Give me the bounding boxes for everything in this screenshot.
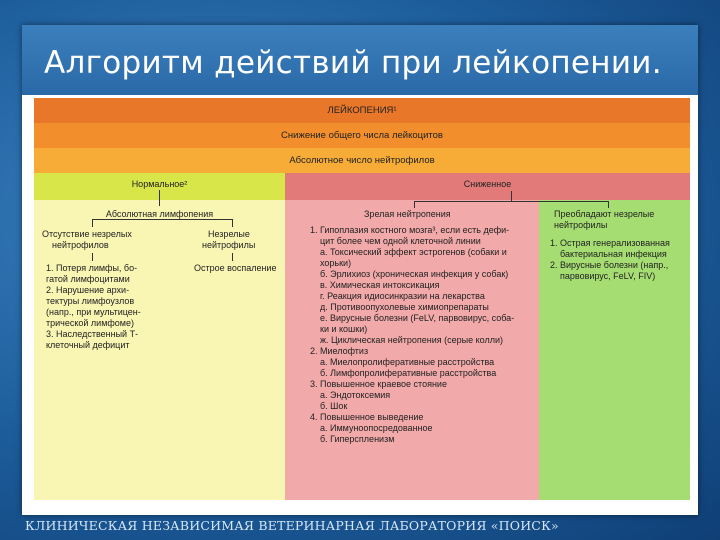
mature-cause: ж. Циклическая нейтропения (серые колли): [320, 335, 503, 345]
connector-line: [159, 190, 160, 206]
immature-cause: 2. Вирусные болезни (напр.,: [550, 260, 669, 270]
immature-predominate-heading-2: нейтрофилы: [554, 220, 608, 230]
mature-cause: а. Миелопролиферативные расстройства: [320, 357, 495, 367]
mature-cause: б. Эрлихиоз (хроническая инфекция у собак): [320, 269, 509, 279]
mature-cause: а. Токсический эффект эстрогенов (собаки и: [320, 247, 507, 257]
lymphopenia-cause: трической лимфоме): [46, 318, 134, 328]
mature-cause: 3. Повышенное краевое стояние: [310, 379, 447, 389]
acute-inflammation: Острое воспаление: [194, 263, 277, 273]
mature-cause: е. Вирусные болезни (FeLV, парвовирус, соба-: [320, 313, 515, 323]
connector-line: [511, 191, 512, 201]
no-immature-heading-2: нейтрофилов: [52, 240, 109, 250]
connector-line: [232, 253, 233, 261]
lymphopenia-cause: клеточный дефицит: [46, 340, 130, 350]
lymphopenia-cause: 3. Наследственный Т-: [46, 329, 139, 339]
mature-cause: 2. Миелофтиз: [310, 346, 369, 356]
immature-cause: 1. Острая генерализованная: [550, 238, 670, 248]
mature-cause: в. Химическая интоксикация: [320, 280, 440, 290]
no-immature-heading-1: Отсутствие незрелых: [42, 229, 132, 239]
connector-line: [414, 201, 608, 202]
leukopenia-row: ЛЕЙКОПЕНИЯ¹: [34, 98, 690, 123]
immature-cause: бактериальная инфекция: [560, 249, 667, 259]
lymphopenia-cause: 2. Нарушение архи-: [46, 285, 130, 295]
mature-cause: 1. Гипоплазия костного мозга³, если есть дефи-: [310, 225, 510, 235]
lymphopenia-cause: гатой лимфоцитами: [46, 274, 130, 284]
neutrophil-count-row: Абсолютное число нейтрофилов: [34, 148, 690, 173]
mature-cause: б. Гиперспленизм: [320, 434, 395, 444]
mature-neutropenia-heading: Зрелая нейтропения: [364, 209, 451, 219]
lymphopenia-heading: Абсолютная лимфопения: [105, 209, 214, 219]
total-leukocytes-row: Снижение общего числа лейкоцитов: [34, 123, 690, 148]
slide-title: Алгоритм действий при лейкопении.: [44, 45, 662, 81]
lymphopenia-cause: тектуры лимфоузлов: [46, 296, 135, 306]
slide: [22, 25, 698, 515]
lab-footer: КЛИНИЧЕСКАЯ НЕЗАВИСИМАЯ ВЕТЕРИНАРНАЯ ЛАБОРАТОРИЯ «ПОИСК»: [25, 518, 559, 533]
mature-cause: б. Шок: [320, 401, 348, 411]
mature-cause: цит более чем одной клеточной линии: [320, 236, 481, 246]
mature-cause: б. Лимфопролиферативные расстройства: [320, 368, 497, 378]
reduced-label: Сниженное: [463, 179, 512, 189]
immature-heading-2: нейтрофилы: [202, 240, 256, 250]
normal-label: Нормальное²: [131, 179, 188, 189]
connector-line: [414, 201, 415, 208]
mature-cause: д. Противоопухолевые химиопрепараты: [320, 302, 489, 312]
immature-heading-1: Незрелые: [208, 229, 250, 239]
mature-cause: а. Иммуноопосредованное: [320, 423, 433, 433]
connector-line: [92, 253, 93, 261]
connector-line: [608, 201, 609, 208]
mature-cause: г. Реакция идиосинкразии на лекарства: [320, 291, 485, 301]
connector-line: [232, 219, 233, 227]
connector-line: [92, 219, 93, 227]
mature-cause: 4. Повышенное выведение: [310, 412, 424, 422]
title-bar: [22, 25, 698, 95]
lymphopenia-cause: (напр., при мультицен-: [46, 307, 141, 317]
immature-predominate-heading-1: Преобладают незрелые: [554, 209, 655, 219]
immature-cause: парвовирус, FeLV, FIV): [560, 271, 656, 281]
mature-cause: хорьки): [320, 258, 352, 268]
mature-cause: ки и кошки): [320, 324, 368, 334]
lymphopenia-cause: 1. Потеря лимфы, бо-: [46, 263, 138, 273]
mature-cause: а. Эндотоксемия: [320, 390, 391, 400]
leukopenia-flowchart: [34, 98, 690, 500]
